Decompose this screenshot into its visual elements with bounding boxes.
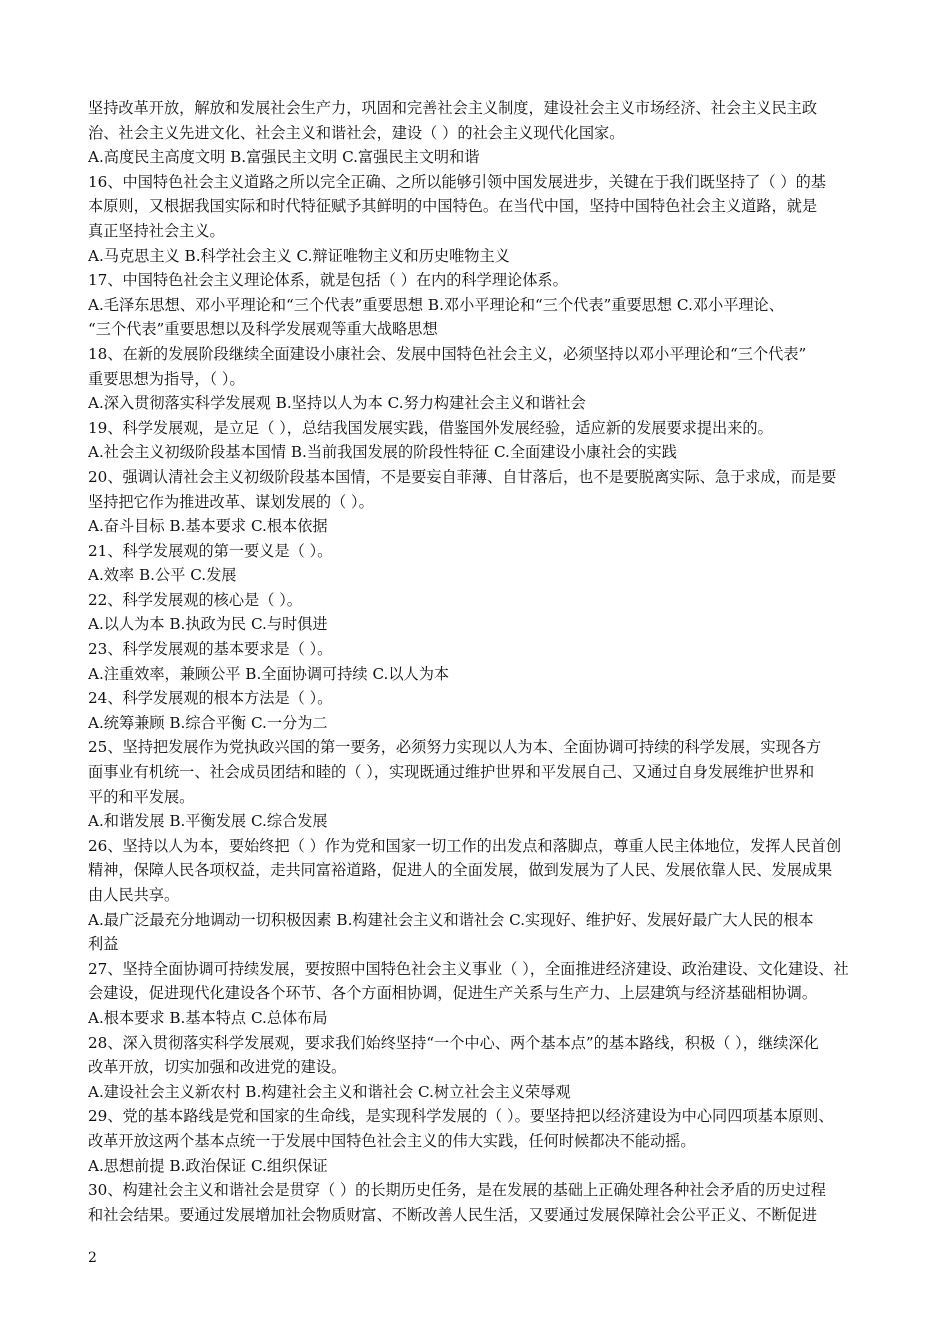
text-line: 本原则，又根据我国实际和时代特征赋予其鲜明的中国特色。在当代中国，坚持中国特色社会主义道路，就是 <box>88 197 817 216</box>
text-line: 重要思想为指导，（ ）。 <box>88 369 245 388</box>
question-29: 29、党的基本路线是党和国家的生命线，是实现科学发展的（ ）。要坚持把以经济建设为中心同四项基本原则、 <box>88 1107 834 1126</box>
answer-options: A.效率 B.公平 C.发展 <box>88 566 237 585</box>
question-23: 23、科学发展观的基本要求是（ ）。 <box>88 640 333 659</box>
text-line: 面事业有机统一、社会成员团结和睦的（ ），实现既通过维护世界和平发展自己、又通过自身发展维护世界和 <box>88 763 815 782</box>
document-body <box>88 96 884 1227</box>
text-line: 治、社会主义先进文化、社会主义和谐社会，建设（ ）的社会主义现代化国家。 <box>88 123 625 142</box>
question-18: 18、在新的发展阶段继续全面建设小康社会、发展中国特色社会主义，必须坚持以邓小平理论和“三个代表” <box>88 344 807 363</box>
text-line: 和社会结果。要通过发展增加社会物质财富、不断改善人民生活，又要通过发展保障社会公平正义、不断促进 <box>88 1205 817 1224</box>
answer-options: A.社会主义初级阶段基本国情 B.当前我国发展的阶段性特征 C.全面建设小康社会的实践 <box>88 443 677 462</box>
text-line: 改革开放这两个基本点统一于发展中国特色社会主义的伟大实践，任何时候都决不能动摇。 <box>88 1131 696 1150</box>
answer-options: 利益 <box>88 935 119 954</box>
question-20: 20、强调认清社会主义初级阶段基本国情，不是要妄自菲薄、自甘落后，也不是要脱离实际、急于求成，而是要 <box>88 467 837 486</box>
answer-options: A.奋斗目标 B.基本要求 C.根本依据 <box>88 517 328 536</box>
text-line: 由人民共享。 <box>88 886 180 904</box>
question-17: 17、中国特色社会主义理论体系，就是包括（ ）在内的科学理论体系。 <box>88 271 568 290</box>
answer-options: A.统筹兼顾 B.综合平衡 C.一分为二 <box>88 713 328 732</box>
answer-options: A.根本要求 B.基本特点 C.总体布局 <box>88 1008 328 1027</box>
question-28: 28、深入贯彻落实科学发展观，要求我们始终坚持“一个中心、两个基本点”的基本路线，积极（ ），继续深化 <box>88 1033 819 1052</box>
question-30: 30、构建社会主义和谐社会是贯穿（ ）的长期历史任务，是在发展的基础上正确处理各种社会矛盾的历史过程 <box>88 1181 826 1200</box>
answer-options: A.深入贯彻落实科学发展观 B.坚持以人为本 C.努力构建社会主义和谐社会 <box>88 394 586 413</box>
text-line: 坚持改革开放，解放和发展社会生产力，巩固和完善社会主义制度，建设社会主义市场经济、社会主义民主政 <box>88 99 817 117</box>
page-number: 2 <box>88 1250 97 1266</box>
question-21: 21、科学发展观的第一要义是（ ）。 <box>88 541 333 560</box>
text-line: 改革开放，切实加强和改进党的建设。 <box>88 1058 347 1077</box>
answer-options: A.高度民主高度文明 B.富强民主文明 C.富强民主文明和谐 <box>88 148 480 167</box>
answer-options: A.最广泛最充分地调动一切积极因素 B.构建社会主义和谐社会 C.实现好、维护好、发展好最广大人民的根本 <box>88 910 814 929</box>
answer-options: “三个代表”重要思想以及科学发展观等重大战略思想 <box>88 320 438 339</box>
answer-options: A.以人为本 B.执政为民 C.与时俱进 <box>88 615 328 634</box>
question-25: 25、坚持把发展作为党执政兴国的第一要务，必须努力实现以人为本、全面协调可持续的科学发展，实现各方 <box>88 738 822 757</box>
answer-options: A.和谐发展 B.平衡发展 C.综合发展 <box>88 812 328 831</box>
answer-options: A.思想前提 B.政治保证 C.组织保证 <box>88 1156 328 1175</box>
answer-options: A.马克思主义 B.科学社会主义 C.辩证唯物主义和历史唯物主义 <box>88 246 510 265</box>
question-27: 27、坚持全面协调可持续发展，要按照中国特色社会主义事业（ ），全面推进经济建设、政治建设、文化建设、社 <box>88 959 849 978</box>
text-line: 真正坚持社会主义。 <box>88 221 225 240</box>
text-line: 坚持把它作为推进改革、谋划发展的（ ）。 <box>88 492 374 511</box>
text-line: 平的和平发展。 <box>88 787 195 806</box>
answer-options: A.注重效率，兼顾公平 B.全面协调可持续 C.以人为本 <box>88 664 450 683</box>
answer-options: A.建设社会主义新农村 B.构建社会主义和谐社会 C.树立社会主义荣辱观 <box>88 1082 571 1101</box>
question-16: 16、中国特色社会主义道路之所以完全正确、之所以能够引领中国发展进步，关键在于我们既坚持了（ ）的基 <box>88 172 826 191</box>
question-24: 24、科学发展观的根本方法是（ ）。 <box>88 689 333 708</box>
text-line: 精神，保障人民各项权益，走共同富裕道路，促进人的全面发展，做到发展为了人民、发展依靠人民、发展成果 <box>88 861 833 880</box>
question-19: 19、科学发展观，是立足（ ），总结我国发展实践，借鉴国外发展经验，适应新的发展要求提出来的。 <box>88 418 773 437</box>
text-line: 会建设，促进现代化建设各个环节、各个方面相协调，促进生产关系与生产力、上层建筑与经济基础相协调。 <box>88 984 817 1003</box>
answer-options: A.毛泽东思想、邓小平理论和“三个代表”重要思想 B.邓小平理论和“三个代表”重要思想 C.邓小平理论、 <box>88 295 784 314</box>
question-22: 22、科学发展观的核心是（ ）。 <box>88 590 302 609</box>
question-26: 26、坚持以人为本，要始终把（ ）作为党和国家一切工作的出发点和落脚点，尊重人民主体地位，发挥人民首创 <box>88 836 842 855</box>
